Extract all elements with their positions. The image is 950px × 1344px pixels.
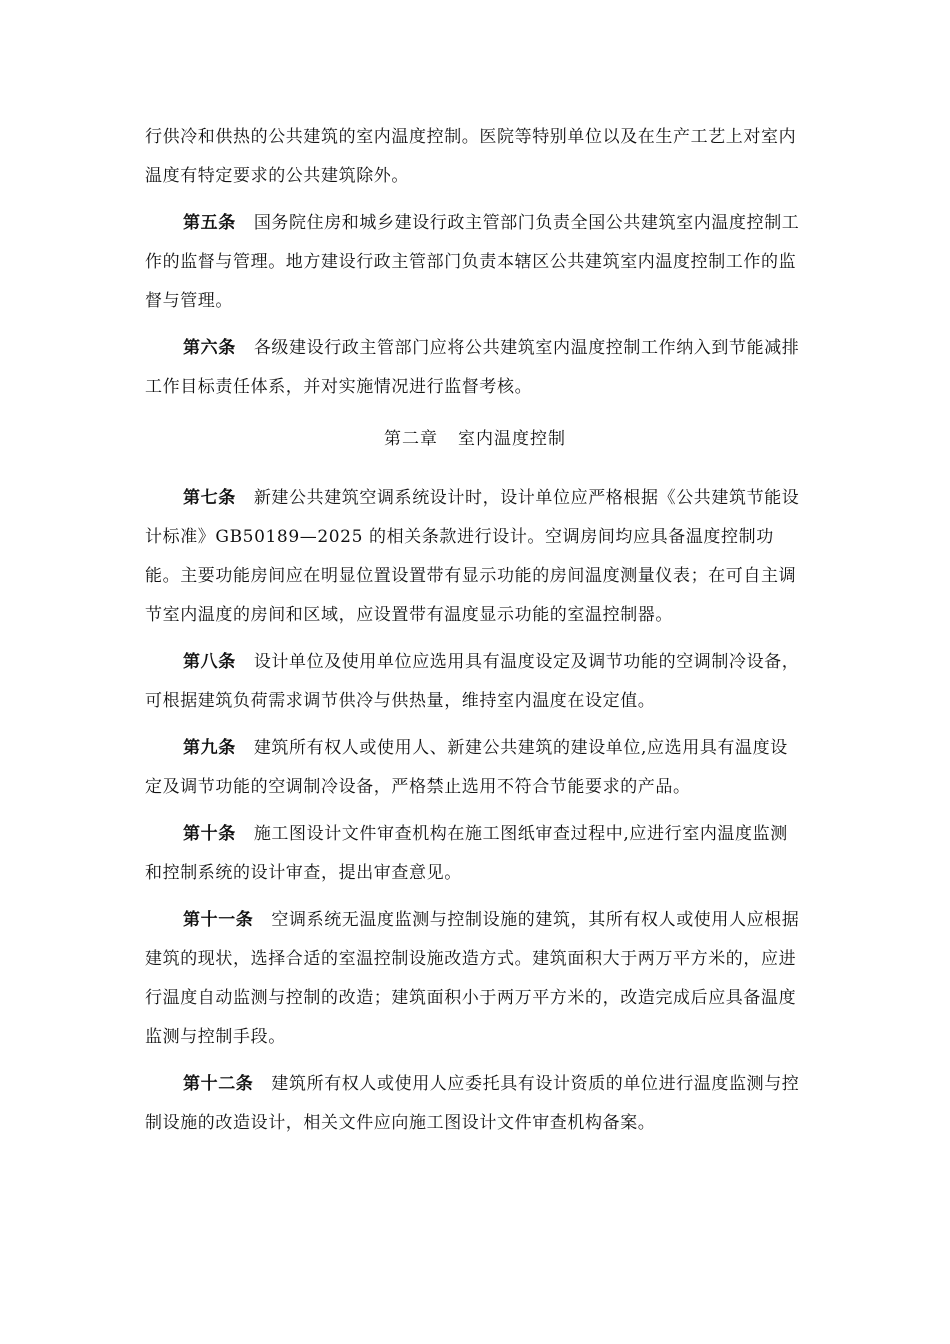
article-label: 第十条 bbox=[183, 824, 236, 844]
article-label: 第七条 bbox=[183, 488, 236, 508]
article-label: 第十二条 bbox=[183, 1074, 254, 1094]
paragraph-text: 行供冷和供热的公共建筑的室内温度控制。医院等特别单位以及在生产工艺上对室内温度有特定要求的公共建筑除外。 bbox=[145, 127, 797, 186]
article-text: 建筑所有权人或使用人应委托具有设计资质的单位进行温度监测与控制设施的改造设计，相关文件应向施工图设计文件审查机构备案。 bbox=[145, 1074, 800, 1133]
article-text: 国务院住房和城乡建设行政主管部门负责全国公共建筑室内温度控制工作的监督与管理。地方建设行政主管部门负责本辖区公共建筑室内温度控制工作的监督与管理。 bbox=[145, 213, 800, 311]
article-9 bbox=[145, 729, 805, 807]
article-8 bbox=[145, 643, 805, 721]
article-text: 建筑所有权人或使用人、新建公共建筑的建设单位,应选用具有温度设定及调节功能的空调制冷设备，严格禁止选用不符合节能要求的产品。 bbox=[145, 738, 788, 797]
article-label: 第十一条 bbox=[183, 910, 254, 930]
article-text: 新建公共建筑空调系统设计时，设计单位应严格根据《公共建筑节能设计标准》GB50189—2025 的相关条款进行设计。空调房间均应具备温度控制功能。主要功能房间应在明显位置设置带有显示功能的房间温度测量仪表；在可自主调节室内温度的房间和区域，应设置带有温度显示功能的室温控制器。 bbox=[145, 488, 800, 625]
paragraph-continuation bbox=[145, 118, 805, 196]
article-10 bbox=[145, 815, 805, 893]
article-label: 第六条 bbox=[183, 338, 236, 358]
article-text: 各级建设行政主管部门应将公共建筑室内温度控制工作纳入到节能减排工作目标责任体系，并对实施情况进行监督考核。 bbox=[145, 338, 800, 397]
article-6 bbox=[145, 329, 805, 407]
article-11 bbox=[145, 901, 805, 1057]
chapter-number: 第二章 bbox=[384, 429, 438, 449]
article-label: 第八条 bbox=[183, 652, 236, 672]
article-5 bbox=[145, 204, 805, 321]
article-label: 第五条 bbox=[183, 213, 236, 233]
text-column bbox=[145, 118, 805, 1151]
article-label: 第九条 bbox=[183, 738, 236, 758]
article-7 bbox=[145, 479, 805, 635]
article-text: 施工图设计文件审查机构在施工图纸审查过程中,应进行室内温度监测和控制系统的设计审查，提出审查意见。 bbox=[145, 824, 788, 883]
article-text: 空调系统无温度监测与控制设施的建筑，其所有权人或使用人应根据建筑的现状，选择合适的室温控制设施改造方式。建筑面积大于两万平方米的，应进行温度自动监测与控制的改造；建筑面积小于两万平方米的，改造完成后应具备温度监测与控制手段。 bbox=[145, 910, 800, 1047]
chapter-heading bbox=[145, 420, 805, 459]
article-text: 设计单位及使用单位应选用具有温度设定及调节功能的空调制冷设备，可根据建筑负荷需求调节供冷与供热量，维持室内温度在设定值。 bbox=[145, 652, 800, 711]
chapter-title: 室内温度控制 bbox=[458, 429, 566, 449]
article-12 bbox=[145, 1065, 805, 1143]
